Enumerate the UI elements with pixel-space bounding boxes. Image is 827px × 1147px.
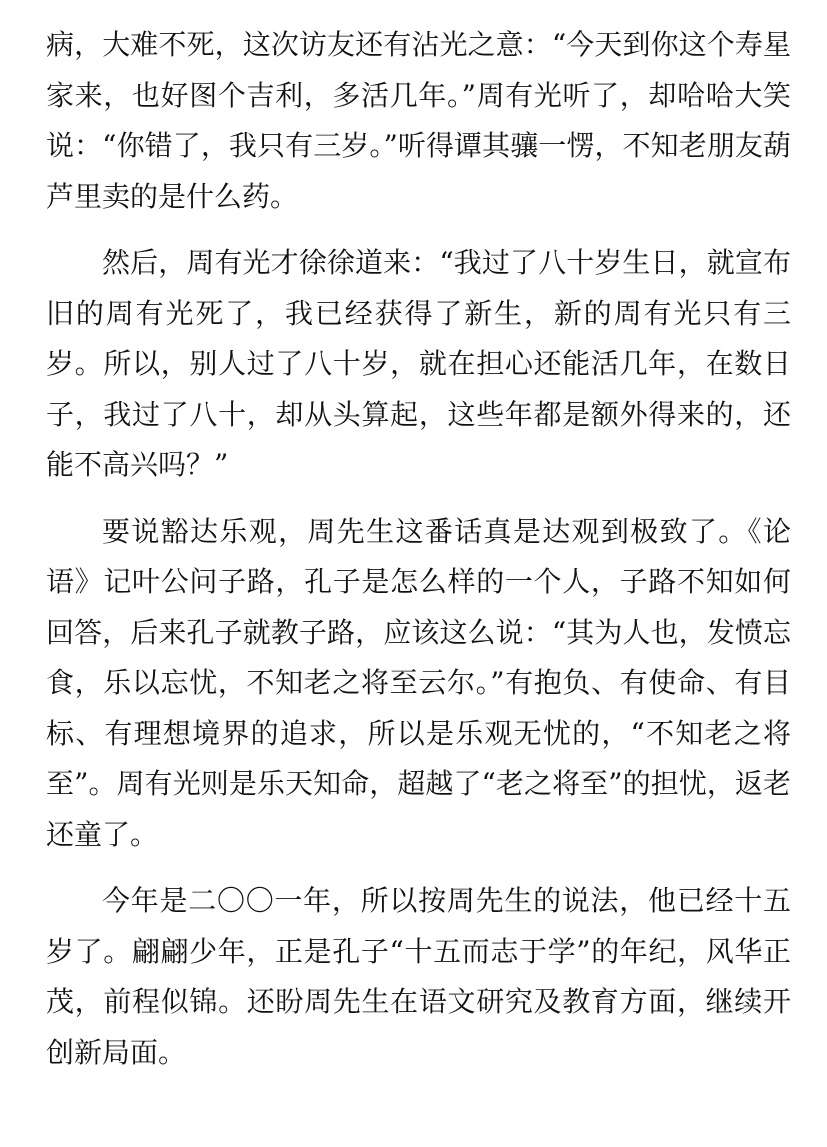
- paragraph-3: 要说豁达乐观，周先生这番话真是达观到极致了。《论语》记叶公问子路，孔子是怎么样的一个人，子路不知如何回答，后来孔子就教子路，应该这么说：“其为人也，发愤忘食，乐以忘忧，不知老之将至云尔。”有抱负、有使命、有目标、有理想境界的追求，所以是乐观无忧的，“不知老之将至”。周有光则是乐天知命，超越了“老之将至”的担忧，返老还童了。: [46, 514, 791, 851]
- body-text: [46, 20, 791, 1078]
- paragraph-1: 病，大难不死，这次访友还有沾光之意：“今天到你这个寿星家来，也好图个吉利，多活几年。”周有光听了，却哈哈大笑说：“你错了，我只有三岁。”听得谭其骧一愣，不知老朋友葫芦里卖的是什么药。: [46, 28, 791, 213]
- paragraph-2: 然后，周有光才徐徐道来：“我过了八十岁生日，就宣布旧的周有光死了，我已经获得了新生，新的周有光只有三岁。所以，别人过了八十岁，就在担心还能活几年，在数日子，我过了八十，却从头算起，这些年都是额外得来的，还能不高兴吗？”: [46, 246, 791, 481]
- paragraph-4: 今年是二〇〇一年，所以按周先生的说法，他已经十五岁了。翩翩少年，正是孔子“十五而志于学”的年纪，风华正茂，前程似锦。还盼周先生在语文研究及教育方面，继续开创新局面。: [46, 884, 791, 1069]
